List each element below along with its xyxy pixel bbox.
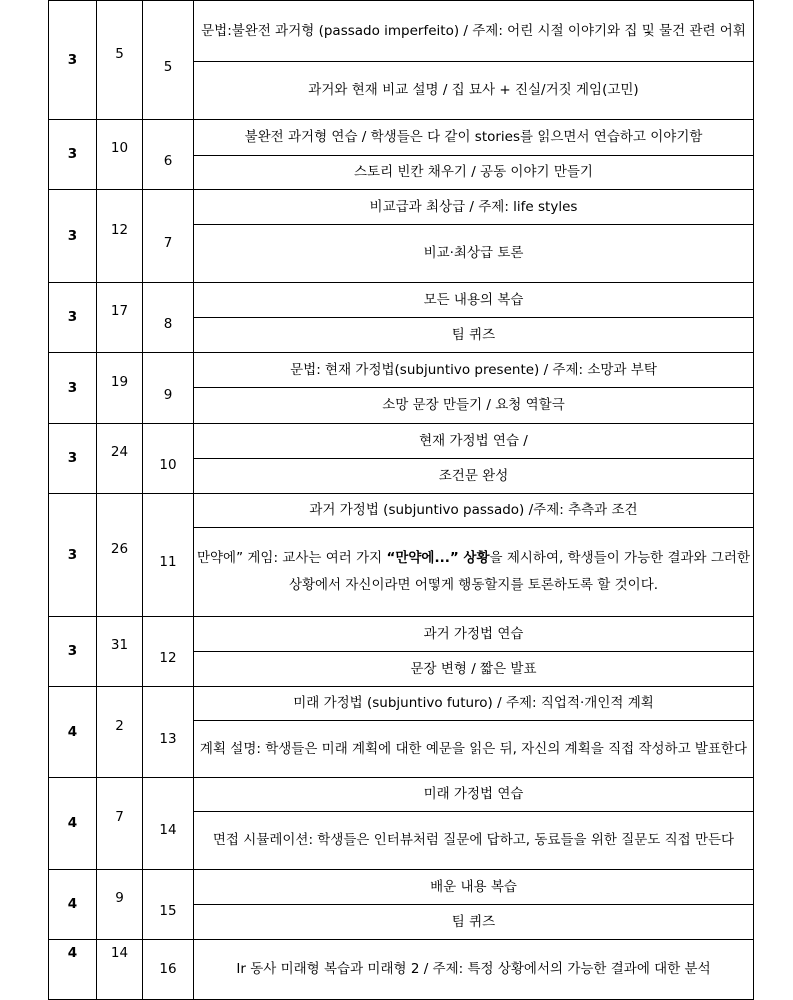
week-value: 16 — [159, 961, 177, 977]
activity-cell — [194, 721, 754, 778]
month-cell — [49, 870, 97, 940]
day-value: 9 — [115, 890, 124, 906]
activity-cell — [194, 528, 754, 617]
day-value: 19 — [110, 373, 129, 390]
week-cell — [143, 283, 194, 353]
day-value: 31 — [110, 637, 129, 653]
week-value: 7 — [163, 234, 173, 251]
topic-cell — [194, 494, 754, 528]
topic-cell — [194, 1, 754, 62]
topic-cell — [194, 617, 754, 652]
day-value: 2 — [115, 717, 124, 734]
month-value: 3 — [67, 309, 78, 325]
month-cell — [49, 1, 97, 120]
month-cell — [49, 120, 97, 190]
topic-cell — [194, 687, 754, 721]
month-value: 3 — [67, 146, 78, 162]
table-row — [49, 494, 754, 528]
activity-text: 계획 설명: 학생들은 미래 계획에 대한 예문을 읽은 뒤, 자신의 계획을 직접 작성하고 발표한다 — [199, 740, 748, 757]
month-cell — [49, 687, 97, 778]
table-row — [49, 190, 754, 225]
day-value: 10 — [110, 140, 129, 156]
day-value: 7 — [115, 809, 124, 825]
day-cell — [97, 120, 143, 190]
month-value: 3 — [67, 546, 78, 563]
week-cell — [143, 120, 194, 190]
month-value: 3 — [67, 450, 78, 466]
activity-cell — [194, 812, 754, 870]
activity-cell — [194, 62, 754, 120]
week-value: 10 — [159, 457, 177, 473]
schedule-table — [48, 0, 754, 1000]
activity-text: 소망 문장 만들기 / 요청 역할극 — [382, 397, 565, 413]
activity-text-pre: 만약에” 게임: 교사는 여러 가지 — [196, 550, 387, 566]
activity-text: 비교·최상급 토론 — [423, 245, 524, 261]
table-row — [49, 870, 754, 905]
topic-text: 문법: 현재 가정법(subjuntivo presente) / 주제: 소망과 부탁 — [290, 361, 657, 378]
week-cell — [143, 940, 194, 1000]
day-value: 26 — [110, 540, 129, 557]
table-row — [49, 353, 754, 388]
day-cell — [97, 940, 143, 1000]
week-cell — [143, 687, 194, 778]
month-value: 4 — [67, 945, 78, 961]
day-cell — [97, 870, 143, 940]
activity-cell — [194, 388, 754, 424]
month-cell — [49, 424, 97, 494]
week-cell — [143, 778, 194, 870]
activity-text: 팀 퀴즈 — [451, 326, 496, 343]
day-value: 24 — [110, 444, 129, 460]
topic-text: 미래 가정법 연습 — [423, 786, 524, 802]
month-value: 3 — [67, 227, 78, 244]
topic-text: Ir 동사 미래형 복습과 미래형 2 / 주제: 특정 상황에서의 가능한 결과에 대한 분석 — [236, 961, 711, 977]
week-value: 11 — [159, 553, 177, 570]
topic-text: 모든 내용의 복습 — [423, 291, 524, 308]
topic-text: 미래 가정법 (subjuntivo futuro) / 주제: 직업적·개인적 계획 — [293, 695, 654, 711]
topic-text: 불완전 과거형 연습 / 학생들은 다 같이 stories를 읽으면서 연습하고 이야기함 — [244, 129, 703, 145]
week-cell — [143, 353, 194, 424]
week-cell — [143, 424, 194, 494]
month-value: 4 — [67, 815, 78, 831]
week-value: 6 — [163, 153, 173, 169]
day-cell — [97, 778, 143, 870]
table-row — [49, 120, 754, 156]
activity-text-bold: “만약에...” 상황 — [386, 550, 490, 566]
day-value: 12 — [110, 221, 129, 238]
activity-text: 문장 변형 / 짧은 발표 — [410, 660, 537, 677]
week-value: 9 — [163, 386, 173, 403]
day-cell — [97, 424, 143, 494]
topic-text: 현재 가정법 연습 / — [419, 432, 528, 449]
day-cell — [97, 687, 143, 778]
week-value: 15 — [159, 903, 177, 919]
activity-text-post: 을 제시하여, 학생들이 가능한 결과와 그러한 상황에서 자신이라면 어떻게 행동할지를 토론하도록 할 것이다. — [288, 550, 751, 593]
day-value: 14 — [110, 945, 129, 961]
activity-cell — [194, 318, 754, 353]
activity-text: 팀 퀴즈 — [451, 913, 496, 930]
table-row — [49, 940, 754, 1000]
activity-cell — [194, 905, 754, 940]
topic-cell — [194, 353, 754, 388]
activity-text: 조건문 완성 — [438, 467, 509, 484]
activity-cell — [194, 156, 754, 190]
month-cell — [49, 940, 97, 1000]
topic-cell — [194, 120, 754, 156]
activity-cell — [194, 652, 754, 687]
table-row — [49, 778, 754, 812]
week-value: 8 — [163, 316, 173, 332]
table-row — [49, 687, 754, 721]
topic-text: 문법:불완전 과거형 (passado imperfeito) / 주제: 어린 시절 이야기와 집 및 물건 관련 어휘 — [201, 22, 746, 39]
topic-cell — [194, 870, 754, 905]
week-cell — [143, 870, 194, 940]
month-value: 3 — [67, 643, 78, 659]
month-value: 3 — [67, 51, 78, 68]
activity-text: 면접 시뮬레이션: 학생들은 인터뷰처럼 질문에 답하고, 동료들을 위한 질문도 직접 만든다 — [212, 832, 735, 848]
table-row — [49, 283, 754, 318]
week-value: 14 — [159, 822, 177, 838]
activity-text: 과거와 현재 비교 설명 / 집 묘사 + 진실/거짓 게임(고민) — [308, 82, 639, 98]
month-cell — [49, 778, 97, 870]
day-value: 5 — [115, 45, 124, 62]
month-cell — [49, 617, 97, 687]
week-value: 12 — [159, 650, 177, 666]
month-value: 4 — [67, 723, 78, 740]
activity-cell — [194, 225, 754, 283]
day-cell — [97, 190, 143, 283]
week-cell — [143, 494, 194, 617]
topic-text: 비교급과 최상급 / 주제: life styles — [369, 198, 578, 215]
day-cell — [97, 617, 143, 687]
topic-cell — [194, 283, 754, 318]
table-row — [49, 617, 754, 652]
month-value: 3 — [67, 379, 78, 396]
month-cell — [49, 190, 97, 283]
day-value: 17 — [110, 303, 129, 319]
topic-text: 배운 내용 복습 — [430, 878, 517, 895]
day-cell — [97, 494, 143, 617]
table-row — [49, 424, 754, 459]
month-cell — [49, 494, 97, 617]
day-cell — [97, 283, 143, 353]
day-cell — [97, 1, 143, 120]
table-row — [49, 1, 754, 62]
topic-cell — [194, 778, 754, 812]
month-cell — [49, 283, 97, 353]
week-cell — [143, 617, 194, 687]
topic-cell — [194, 190, 754, 225]
week-cell — [143, 1, 194, 120]
activity-text — [194, 545, 753, 599]
week-cell — [143, 190, 194, 283]
activity-cell — [194, 459, 754, 494]
topic-cell — [194, 940, 754, 1000]
week-value: 13 — [159, 730, 177, 747]
topic-cell — [194, 424, 754, 459]
topic-text: 과거 가정법 연습 — [423, 625, 524, 642]
day-cell — [97, 353, 143, 424]
topic-text: 과거 가정법 (subjuntivo passado) /주제: 추측과 조건 — [309, 502, 638, 518]
week-value: 5 — [163, 58, 173, 75]
month-cell — [49, 353, 97, 424]
month-value: 4 — [67, 896, 78, 912]
activity-text: 스토리 빈칸 채우기 / 공동 이야기 만들기 — [354, 164, 593, 180]
